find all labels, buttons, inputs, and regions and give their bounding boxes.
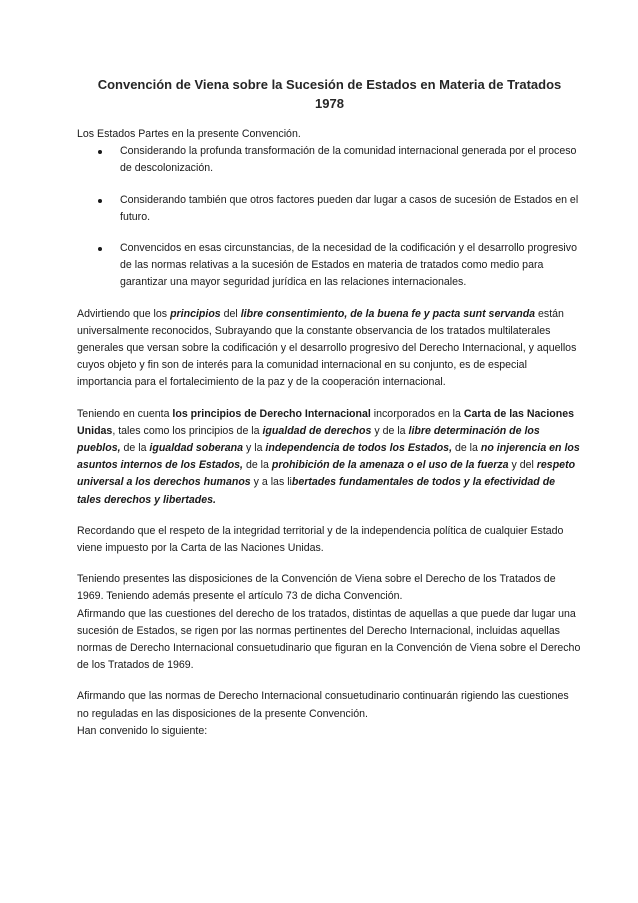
considerations-list [77,143,582,291]
paragraph-customary-law: Afirmando que las normas de Derecho Internacional consuetudinario continuarán rigiendo las cuestiones no reguladas en las disposiciones de la presente Convención. [77,690,569,720]
text-run: y de la [371,424,409,437]
paragraph-international-law [77,406,582,509]
text-run: Advirtiendo que los [77,307,171,320]
emphasis-carta-onu: Carta de las Naciones Unidas [77,407,574,437]
text-run: de la [120,442,150,455]
list-item-text: Convencidos en esas circunstancias, de la necesidad de la codificación y el desarrollo progresivo de las normas relativas a la sucesión de Estados en materia de tratados como medio para garantizar una mayor seguridad jurídica en las relaciones internacionales. [120,242,577,289]
intro-paragraph: Los Estados Partes en la presente Convención. [77,128,301,140]
document-body [77,126,582,740]
list-item-text: Considerando también que otros factores pueden dar lugar a casos de sucesión de Estados en el futuro. [120,193,579,223]
paragraph-vienna-1969: Teniendo presentes las disposiciones de la Convención de Viena sobre el Derecho de los Tratados de 1969. Teniendo además presente el artículo 73 de dicha Convención. [77,573,556,603]
emphasis-libertades: bertades fundamentales de todos y la efectividad de tales derechos y libertades. [77,476,556,506]
emphasis-libre-determinacion: libre determinación de los pueblos, [77,424,540,455]
emphasis-prohibicion-fuerza: prohibición de la amenaza o el uso de la fuerza [271,459,509,472]
text-run: del [220,307,241,320]
paragraph-territorial-integrity: Recordando que el respeto de la integridad territorial y de la independencia política de cualquier Estado viene impuesto por la Carta de las Naciones Unidas. [77,524,564,555]
text-run: y a las li [250,476,292,489]
list-item [120,192,582,226]
bullet-icon [98,247,102,251]
emphasis-derechos-humanos: respeto universal a los derechos humanos [77,459,576,489]
list-item [120,143,582,177]
bullet-icon [98,150,102,154]
emphasis-no-injerencia: no injerencia en los asuntos internos de los Estados, [77,442,580,472]
emphasis-igualdad-soberana: igualdad soberana [149,442,244,455]
text-run: de la [243,459,272,472]
list-item-text: Considerando la profunda transformación de la comunidad internacional generada por el proceso de descolonización. [120,145,577,175]
emphasis-principios-derecho: los principios de Derecho Internacional [172,407,371,420]
emphasis-libre-consentimiento: libre consentimiento, de la buena fe y pacta sunt servanda [240,307,536,320]
title-line-2: 1978 [315,96,344,111]
emphasis-independencia: independencia de todos los Estados, [265,442,453,455]
paragraph-affirming: Afirmando que las cuestiones del derecho de los tratados, distintas de aquellas a que puede dar lugar una sucesión de Estados, se rigen por las normas pertinentes del Derecho Internacional, incluidas aquellas normas de Derecho Internacional consuetudinario que figuran en la Convención de Viena sobre el Derecho de los Tratados de 1969. [77,607,581,672]
document-title [77,0,582,113]
paragraph-agreed: Han convenido lo siguiente: [77,724,208,737]
bullet-icon [98,199,102,203]
paragraph-principles [77,306,582,392]
emphasis-principios: principios [170,307,221,320]
list-item [120,240,582,292]
text-run: incorporados en la [370,407,464,420]
text-run: y del [508,459,537,472]
title-line-1: Convención de Viena sobre la Sucesión de Estados en Materia de Tratados [97,77,562,92]
emphasis-igualdad-derechos: igualdad de derechos [262,424,372,437]
text-run: , tales como los principios de la [112,424,263,437]
text-run: Teniendo en cuenta [77,407,173,420]
text-run: de la [452,442,481,455]
text-run: y la [243,442,266,455]
text-run: están universalmente reconocidos, Subrayando que la constante observancia de los tratados multilaterales generales que versan sobre la codificación y el desarrollo progresivo del Derecho Internacional, y aquellos cuyos objeto y fin son de interés para la comunidad internacional en su conjunto, es de especial importancia para el fortalecimiento de la paz y de la cooperación internacional. [77,307,577,389]
